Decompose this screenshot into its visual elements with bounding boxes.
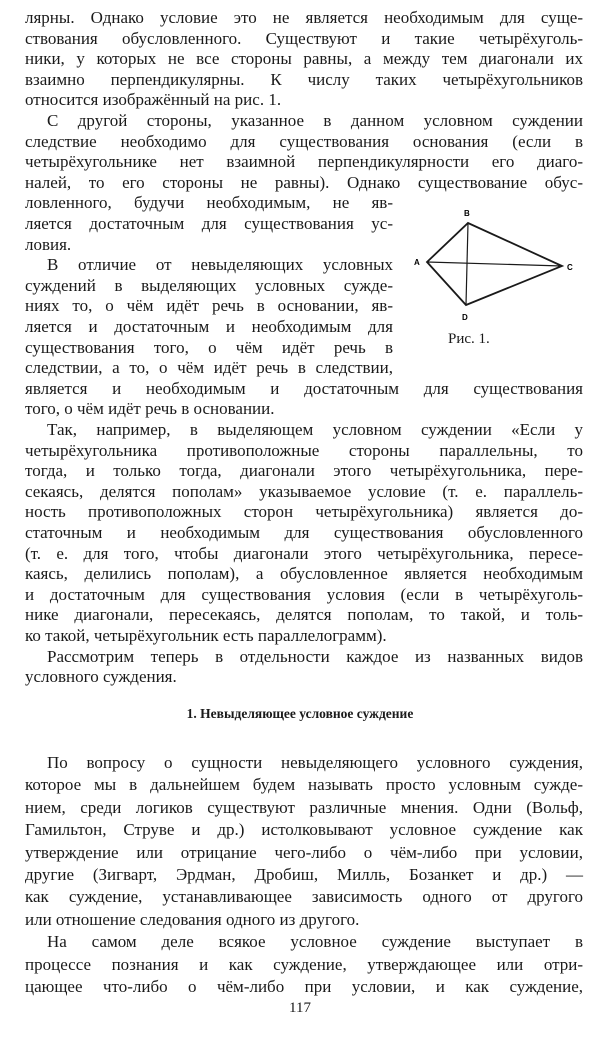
section-heading: 1. Невыделяющее условное суждение	[186, 706, 414, 721]
text-line: ствования обусловленного. Существуют и такие четырёхуголь-	[25, 28, 583, 48]
page-number: 117	[289, 1000, 311, 1016]
text-line: является и необходимым и достаточным для существования	[25, 378, 583, 398]
vertex-label-d: D	[462, 313, 468, 322]
figure-caption: Рис. 1.	[448, 331, 490, 347]
text-line: или отношение следования одного из другого.	[25, 909, 360, 929]
vertex-label-c: C	[567, 263, 573, 272]
text-line: секаясь, делятся пополам» указываемое условие (т. е. параллель-	[25, 481, 583, 501]
text-line: утверждение или отрицание чего-либо о чём-либо при условии,	[25, 842, 583, 862]
figure-quadrilateral	[400, 195, 590, 330]
text-line: и достаточным для существования условия (если в четырёхуголь-	[25, 584, 583, 604]
text-line: ники, у которых не все стороны равны, а между тем диагонали их	[25, 49, 583, 69]
text-line: которое мы в дальнейшем будем называть просто условным сужде-	[25, 775, 583, 795]
text-line: процессе познания и как суждение, утверждающее или отри-	[25, 954, 583, 974]
text-line: налей, то его стороны не равны). Однако существование обус-	[25, 172, 583, 192]
vertex-label-a: A	[414, 258, 420, 267]
text-line: ляется и достаточным и необходимым для	[25, 317, 393, 336]
text-line: другие (Зигварт, Эрдман, Дробиш, Милль, Бозанкет и др.) —	[25, 865, 583, 884]
text-line: четырёхугольнике нет взаимной перпендикулярности его диаго-	[25, 152, 583, 172]
text-line: взаимно перпендикулярны. К числу таких четырёхугольников	[25, 69, 583, 89]
text-line: ловия.	[25, 234, 72, 254]
text-line: четырёхугольника противоположные стороны параллельны, то	[25, 440, 583, 460]
text-line: ность противоположных сторон четырёхугольника) является до-	[25, 502, 583, 522]
text-line: следствие необходимо для существования основания (если в	[25, 131, 583, 151]
text-line: По вопросу о сущности невыделяющего условного суждения,	[47, 753, 583, 772]
text-line: статочным и необходимым для существования обусловленного	[25, 523, 583, 542]
text-line: следствии, а то, о чём идёт речь в следствии,	[25, 358, 393, 378]
text-line: цающее что-либо о чём-либо при условии, и как суждение,	[25, 977, 583, 996]
diagonal-ac	[427, 262, 562, 266]
text-line: В отличие от невыделяющих условных	[47, 255, 393, 275]
text-line: Гамильтон, Струве и др.) истолковывают условное суждение как	[25, 820, 583, 840]
text-line: как суждение, устанавливающее зависимость одного от другого	[25, 887, 583, 907]
text-line: существования того, о чём идёт речь в	[25, 337, 393, 357]
text-line: нием, среди логиков существуют различные мнения. Одни (Вольф,	[25, 797, 583, 817]
text-line: ко такой, четырёхугольник есть параллелограмм).	[25, 626, 387, 645]
text-line: Рассмотрим теперь в отдельности каждое из названных видов	[47, 646, 583, 666]
text-line: ниях то, о чём идёт речь в основании, яв-	[25, 296, 393, 316]
text-line: ляется достаточным для существования ус-	[25, 214, 393, 233]
text-line: того, о чём идёт речь в основании.	[25, 399, 275, 419]
text-line: С другой стороны, указанное в данном условном суждении	[47, 111, 583, 130]
text-line: нике диагонали, пересекаясь, делятся пополам, то такой, и толь-	[25, 605, 583, 625]
text-line: ловленного, будучи необходимым, не яв-	[25, 193, 393, 213]
text-line: тогда, и только тогда, диагонали этого четырёхугольника, пере-	[25, 461, 583, 481]
diagonal-bd	[466, 223, 468, 305]
text-line: каясь, делились пополам), а обусловленное является необходимым	[25, 564, 583, 584]
text-line: условного суждения.	[25, 667, 177, 687]
text-line: относится изображённый на рис. 1.	[25, 90, 282, 110]
text-line: Так, например, в выделяющем условном суждении «Если у	[47, 420, 583, 439]
text-line: суждений в выделяющих условных сужде-	[25, 275, 393, 295]
text-line: На самом деле всякое условное суждение выступает в	[47, 932, 583, 952]
text-line: лярны. Однако условие это не является необходимым для суще-	[25, 8, 583, 27]
vertex-label-b: B	[464, 209, 470, 218]
text-line: (т. е. для того, чтобы диагонали этого четырёхугольника, пересе-	[25, 543, 583, 563]
